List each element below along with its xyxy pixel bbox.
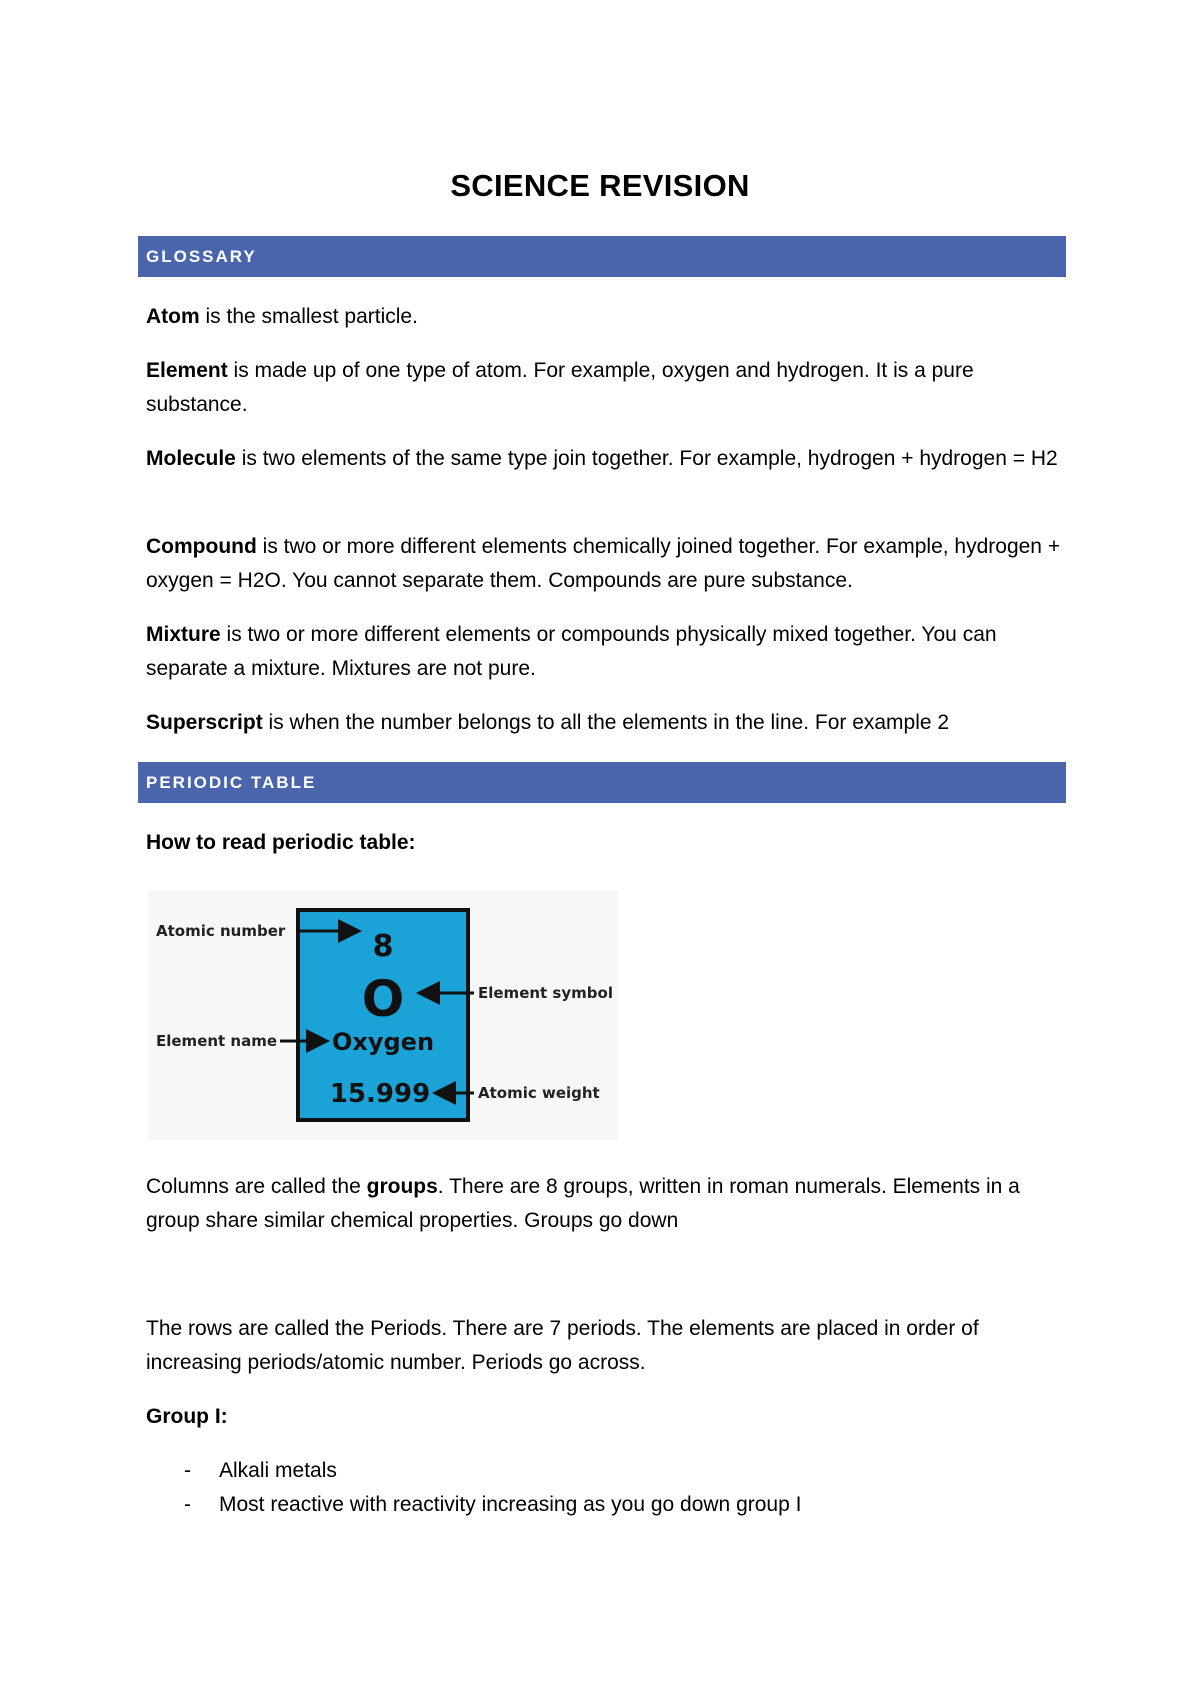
groups-paragraph: Columns are called the groups. There are 8 groups, written in roman numerals. Elements in a group share similar chemical properties. Groups go down xyxy=(146,1175,1020,1232)
periodic-table-heading: PERIODIC TABLE xyxy=(138,762,1066,803)
glossary-entry-molecule xyxy=(146,442,1066,476)
document-page: SCIENCE REVISION GLOSSARY Atom is the smallest particle. Element is made up of one type of atom. For example, oxygen and hydrogen. It is a pure substance. Molecule is two elements of the same type join together. For example, hydrogen + hydrogen = H2 Compound is two or more different elements chemically joined together. For example, hydrogen + oxygen = H2O. You cannot separate them. Compounds are pure substance. Mixture is two or more different elements or compounds physically mixed together. You can separate a mixture. Mixtures are not pure. Superscript is when the number belongs to all the elements in the line. For example 2 PERIODIC TABLE How to read periodic table: 8 O Oxygen 15.999 Atomic number Element symbol Element name Atomic weight Columns are called the groups. There are 8 groups, written in roman numerals. Elements in a group share similar chemical properties. Groups go down The rows are called the Periods. There are 7 periods. The elements are placed in order of increasing periods/atomic number. Periods go across. Group I: - Alkali metals - Most reactive with reactivity increasing as you go down group I xyxy=(0,0,1200,1698)
glossary-definition: is the smallest particle. xyxy=(199,305,418,328)
tile-element-symbol: O xyxy=(361,970,405,1028)
tile-atomic-weight: 15.999 xyxy=(329,1079,431,1109)
glossary-entry-element xyxy=(146,354,1066,422)
glossary-definition: is two or more different elements or compounds physically mixed together. You can separate a mixture. Mixtures are not pure. xyxy=(146,623,997,680)
tile-atomic-number: 8 xyxy=(372,929,394,964)
glossary-definition: is made up of one type of atom. For example, oxygen and hydrogen. It is a pure substance. xyxy=(146,359,974,416)
glossary-term: Element xyxy=(146,359,228,382)
how-to-read-heading: How to read periodic table: xyxy=(146,831,416,854)
glossary-entry-compound xyxy=(146,530,1066,598)
periods-paragraph: The rows are called the Periods. There are 7 periods. The elements are placed in order of increasing periods/atomic number. Periods go across. xyxy=(146,1317,979,1374)
glossary-entry-superscript xyxy=(146,706,1066,740)
glossary-entry-mixture xyxy=(146,618,1066,686)
label-atomic-weight: Atomic weight xyxy=(478,1084,600,1102)
element-tile-diagram xyxy=(148,890,618,1140)
glossary-heading: GLOSSARY xyxy=(138,236,1066,277)
glossary-term: Molecule xyxy=(146,447,236,470)
glossary-term: Compound xyxy=(146,535,257,558)
group1-heading: Group I: xyxy=(146,1405,228,1428)
label-element-symbol: Element symbol xyxy=(478,984,613,1002)
glossary-term: Superscript xyxy=(146,711,263,734)
glossary-definition: is two elements of the same type join together. For example, hydrogen + hydrogen = H2 xyxy=(235,447,1058,470)
label-atomic-number: Atomic number xyxy=(156,922,286,940)
tile-element-name: Oxygen xyxy=(331,1028,435,1056)
page-title: SCIENCE REVISION xyxy=(450,168,750,203)
glossary-term: Atom xyxy=(146,305,200,328)
label-element-name: Element name xyxy=(156,1032,278,1050)
glossary-term: Mixture xyxy=(146,623,221,646)
glossary-definition: is two or more different elements chemically joined together. For example, hydrogen + oxygen = H2O. You cannot separate them. Compounds are pure substance. xyxy=(146,535,1061,592)
glossary-entry-atom xyxy=(146,300,1066,334)
glossary-definition: is when the number belongs to all the elements in the line. For example 2 xyxy=(262,711,950,734)
